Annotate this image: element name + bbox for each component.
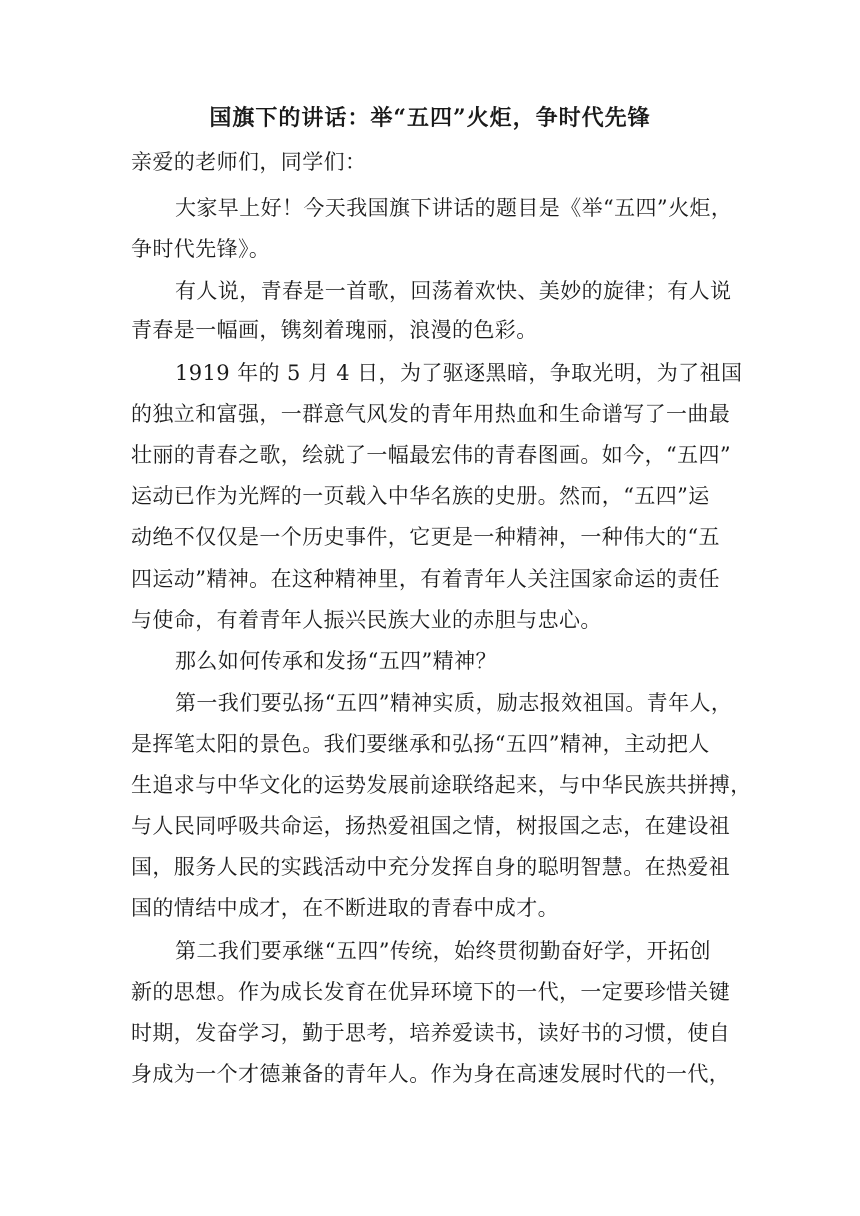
text-line: 国的情结中成才，在不断进取的青春中成才。 (131, 896, 559, 920)
text-line: 的独立和富强，一群意气风发的青年用热血和生命谱写了一曲最 (131, 402, 731, 426)
text-line: 青春是一幅画，镌刻着瑰丽，浪漫的色彩。 (131, 318, 538, 342)
text-line: 争时代先锋》。 (131, 237, 271, 261)
text-line: 与人民同呼吸共命运，扬热爱祖国之情，树报国之志，在建设祖 (131, 814, 731, 838)
text-line: 亲爱的老师们，同学们： (131, 150, 367, 174)
text-line: 新的思想。作为成长发育在优异环境下的一代，一定要珍惜关键 (131, 980, 731, 1004)
text-line: 时期，发奋学习，勤于思考，培养爱读书，读好书的习惯，使自 (131, 1021, 731, 1045)
text-line: 身成为一个才德兼备的青年人。作为身在高速发展时代的一代， (131, 1062, 731, 1086)
text-line: 那么如何传承和发扬“五四”精神？ (175, 649, 497, 673)
text-line: 有人说，青春是一首歌，回荡着欢快、美妙的旋律；有人说 (175, 279, 732, 303)
text-line: 四运动”精神。在这种精神里，有着青年人关注国家命运的责任 (131, 567, 720, 591)
text-line: 动绝不仅仅是一个历史事件，它更是一种精神，一种伟大的“五 (131, 525, 720, 549)
text-line: 壮丽的青春之歌，绘就了一幅最宏伟的青春图画。如今，“五四” (131, 443, 732, 467)
text-line: 第二我们要承继“五四”传统，始终贯彻勤奋好学，开拓创 (175, 939, 711, 963)
page-title: 国旗下的讲话：举“五四”火炬，争时代先锋 (209, 105, 651, 131)
text-line: 与使命，有着青年人振兴民族大业的赤胆与忠心。 (131, 608, 602, 632)
text-line: 1919 年的 5 月 4 日，为了驱逐黑暗，争取光明，为了祖国 (175, 361, 743, 385)
text-line: 国，服务人民的实践活动中充分发挥自身的聪明智慧。在热爱祖 (131, 855, 731, 879)
text-line: 第一我们要弘扬“五四”精神实质，励志报效祖国。青年人， (175, 691, 733, 715)
text-line: 生追求与中华文化的运势发展前途联络起来，与中华民族共拼搏， (131, 773, 752, 797)
text-line: 大家早上好！今天我国旗下讲话的题目是《举“五四”火炬， (175, 196, 733, 220)
text-line: 是挥笔太阳的景色。我们要继承和弘扬“五四”精神，主动把人 (131, 732, 710, 756)
text-line: 运动已作为光辉的一页载入中华名族的史册。然而，“五四”运 (131, 484, 710, 508)
